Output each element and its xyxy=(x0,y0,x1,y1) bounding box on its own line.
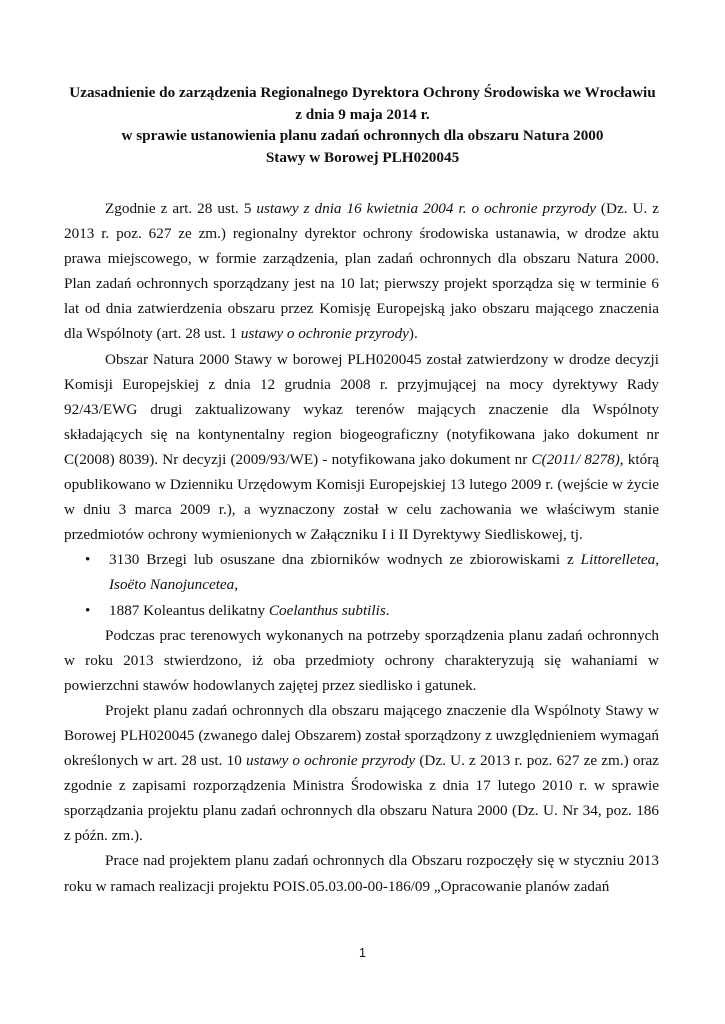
title-line-1: Uzasadnienie do zarządzenia Regionalnego Dyrektora Ochrony Środowiska we Wrocławiu xyxy=(69,84,656,101)
paragraph-1: Zgodnie z art. 28 ust. 5 ustawy z dnia 16 kwietnia 2004 r. o ochronie przyrody (Dz. U. z 2013 r. poz. 627 ze zm.) regionalny dyrektor ochrony środowiska ustanawia, w drodze aktu prawa miejscowego, w formie zarządzenia, plan zadań ochronnych dla obszaru Natura 2000. Plan zadań ochronnych sporządzany jest na 10 lat; pierwszy projekt sporządza się w terminie 6 lat od dnia zatwierdzenia obszaru przez Komisję Europejską jako obszaru mającego znaczenia dla Wspólnoty (art. 28 ust. 1 ustawy o ochronie przyrody). xyxy=(64,200,659,343)
list-item: • 1887 Koleantus delikatny Coelanthus subtilis. xyxy=(64,598,659,623)
act-reference: ustawy o ochronie przyrody xyxy=(246,752,416,770)
document-reference: C(2011/ 8278) xyxy=(531,450,620,468)
title-line-3: w sprawie ustanowienia planu zadań ochronnych dla obszaru Natura 2000 xyxy=(121,127,604,144)
species-name: Littorelletea, Isoëto Nanojuncetea xyxy=(109,551,659,594)
bullet-icon: • xyxy=(85,551,91,569)
document-body xyxy=(64,196,659,899)
species-name: Coelanthus subtilis xyxy=(268,601,386,619)
document-title xyxy=(60,82,665,168)
paragraph-2: Obszar Natura 2000 Stawy w borowej PLH020045 został zatwierdzony w drodze decyzji Komisji Europejskiej z dnia 12 grudnia 2008 r. przyjmującej na mocy dyrektywy Rady 92/43/EWG drugi zaktualizowany wykaz terenów mających znaczenie dla Wspólnoty składających się na kontynentalny region biogeograficzny (notyfikowana jako dokument nr C(2008) 8039). Nr decyzji (2009/93/WE) - notyfikowana jako dokument nr C(2011/ 8278), którą opublikowano w Dzienniku Urzędowym Komisji Europejskiej 13 lutego 2009 r. (wejście w życie w dniu 3 marca 2009 r.), a wyznaczony został w celu zachowania we właściwym stanie przedmiotów ochrony wymienionych w Załączniku I i II Dyrektywy Siedliskowej, tj. xyxy=(64,350,659,544)
paragraph-5: Prace nad projektem planu zadań ochronnych dla Obszaru rozpoczęły się w styczniu 2013 roku w ramach realizacji projektu POIS.05.03.00-00-186/09 „Opracowanie planów zadań xyxy=(64,852,659,895)
paragraph-3: Podczas prac terenowych wykonanych na potrzeby sporządzenia planu zadań ochronnych w roku 2013 stwierdzono, iż oba przedmioty ochrony charakteryzują się wahaniami w powierzchni stawów hodowlanych zajętej przez siedlisko i gatunek. xyxy=(64,626,659,694)
title-line-2: z dnia 9 maja 2014 r. xyxy=(295,105,430,123)
act-reference: ustawy z dnia 16 kwietnia 2004 r. o ochronie przyrody xyxy=(256,200,596,217)
paragraph-4: Projekt planu zadań ochronnych dla obszaru mającego znaczenie dla Wspólnoty Stawy w Borowej PLH020045 (zwanego dalej Obszarem) został sporządzony z uwzględnieniem wymagań określonych w art. 28 ust. 10 ustawy o ochronie przyrody (Dz. U. z 2013 r. poz. 627 ze zm.) oraz zgodnie z zapisami rozporządzenia Ministra Środowiska z dnia 17 lutego 2010 r. w sprawie sporządzania projektu planu zadań ochronnych dla obszaru Natura 2000 (Dz. U. Nr 34, poz. 186 z późn. zm.). xyxy=(64,701,659,845)
bullet-icon: • xyxy=(85,601,91,619)
list-item: • 3130 Brzegi lub osuszane dna zbiorników wodnych ze zbiorowiskami z Littorelletea, Isoëto Nanojuncetea, xyxy=(64,547,659,597)
title-line-4: Stawy w Borowej PLH020045 xyxy=(265,148,460,166)
act-reference: ustawy o ochronie przyrody xyxy=(240,325,409,343)
page-number: 1 xyxy=(359,946,366,960)
protection-objects-list xyxy=(64,547,659,622)
